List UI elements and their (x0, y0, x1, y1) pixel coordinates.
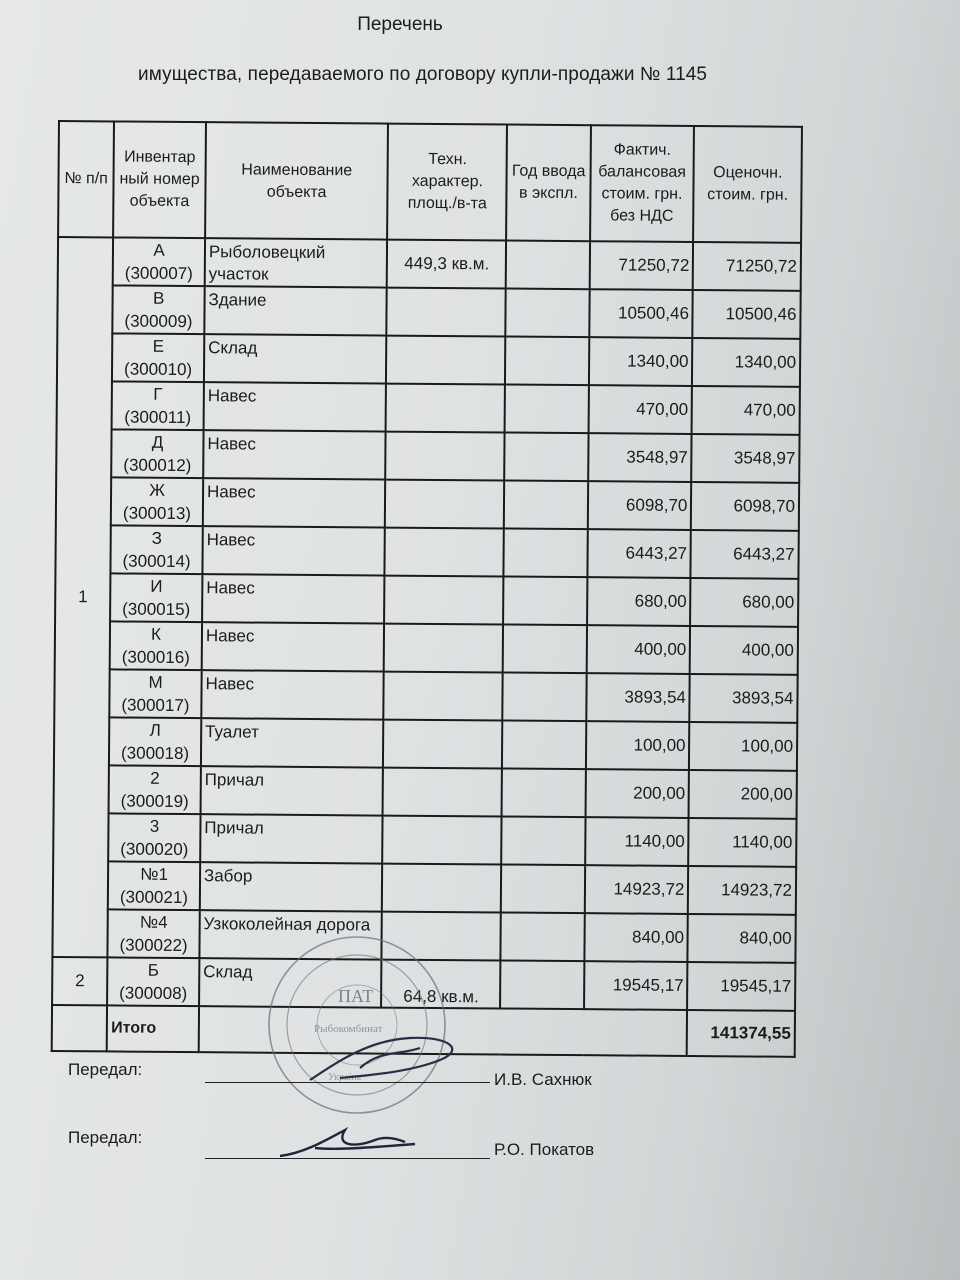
estimated-value-cell: 100,00 (689, 722, 797, 771)
inventory-letter: Г (153, 384, 163, 404)
area-cell (385, 480, 504, 529)
signature-name-2: Р.О. Покатов (494, 1140, 595, 1159)
inventory-number-cell (107, 957, 199, 1006)
group-number-cell: 1 (52, 237, 113, 957)
inventory-code: (300012) (123, 455, 192, 476)
balance-value-cell: 19545,17 (584, 961, 688, 1010)
inventory-code: (300017) (121, 695, 190, 716)
inventory-number-cell (112, 381, 204, 430)
header-estimated-value: Оценочн. стоим. грн. (693, 126, 801, 243)
inventory-letter: А (153, 240, 165, 260)
table-row (56, 429, 799, 483)
inventory-number-cell (110, 573, 202, 622)
total-empty-cell (52, 1005, 108, 1051)
estimated-value-cell: 3893,54 (690, 674, 798, 723)
object-name-cell: Навес (203, 478, 386, 527)
inventory-number-cell (109, 717, 201, 766)
inventory-letter: №1 (140, 864, 169, 884)
inventory-code: (300020) (120, 839, 189, 860)
area-cell: 449,3 кв.м. (387, 240, 506, 289)
inventory-number-cell (108, 813, 200, 862)
area-cell (386, 336, 505, 385)
year-cell (506, 241, 590, 290)
balance-value-cell: 400,00 (586, 625, 690, 674)
inventory-code: (300013) (122, 503, 192, 524)
area-cell: 64,8 кв.м. (381, 960, 500, 1009)
inventory-number-cell (108, 909, 200, 958)
inventory-number-cell (113, 285, 205, 334)
table-row (57, 333, 800, 387)
inventory-code: (300018) (120, 743, 190, 764)
object-name-cell: Склад (204, 334, 387, 383)
year-cell (506, 289, 590, 338)
table-row (54, 717, 797, 771)
signature-label-2: Передал: (68, 1128, 143, 1147)
table-row (55, 525, 798, 579)
inventory-letter: К (150, 624, 162, 644)
object-name-cell: Причал (200, 814, 383, 863)
balance-value-cell: 100,00 (586, 721, 690, 770)
year-cell (505, 385, 589, 434)
area-cell (383, 768, 502, 817)
table-row (53, 813, 796, 867)
estimated-value-cell: 400,00 (690, 626, 798, 675)
object-name-cell: Забор (200, 862, 383, 911)
year-cell (502, 817, 586, 866)
table-row (55, 573, 798, 627)
balance-value-cell: 200,00 (585, 769, 689, 818)
year-cell (504, 481, 588, 530)
estimated-value-cell: 6443,27 (691, 530, 799, 579)
inventory-code: (300008) (119, 983, 188, 1004)
balance-value-cell: 6443,27 (587, 529, 691, 578)
year-cell (504, 529, 588, 578)
inventory-code: (300021) (119, 887, 189, 908)
header-year: Год ввода в экспл. (506, 125, 590, 242)
svg-text:ПАТ: ПАТ (338, 986, 374, 1006)
object-name-cell: Навес (202, 526, 385, 575)
inventory-code: (300010) (124, 359, 193, 380)
estimated-value-cell: 10500,46 (693, 290, 801, 339)
area-cell (382, 864, 501, 913)
balance-value-cell: 1340,00 (589, 337, 693, 386)
table-row (58, 237, 801, 291)
area-cell (385, 528, 504, 577)
year-cell (503, 577, 587, 626)
balance-value-cell: 14923,72 (584, 865, 688, 914)
inventory-letter: 2 (150, 768, 160, 788)
year-cell (503, 673, 587, 722)
area-cell (387, 288, 506, 337)
header-no: № п/п (58, 121, 114, 237)
year-cell (500, 961, 584, 1010)
year-cell (502, 721, 586, 770)
year-cell (501, 913, 585, 962)
table-row (53, 861, 796, 915)
svg-text:Україна: Україна (328, 1072, 362, 1083)
header-inventory-number: Инвентар ный номер объекта (113, 121, 206, 238)
inventory-letter: В (152, 288, 165, 308)
table-header-row (58, 121, 802, 243)
table-row (57, 285, 800, 339)
estimated-value-cell: 3548,97 (692, 434, 800, 483)
estimated-value-cell: 470,00 (692, 386, 800, 435)
inventory-code: (300007) (124, 263, 193, 284)
table-row (54, 669, 797, 723)
object-name-cell: Склад (199, 958, 382, 1007)
header-object-name: Наименование объекта (205, 122, 388, 239)
balance-value-cell: 10500,46 (589, 289, 693, 338)
object-name-cell: Туалет (201, 718, 384, 767)
header-balance-value: Фактич. балансовая стоим. грн. без НДС (590, 125, 695, 242)
table-row (57, 381, 800, 435)
handwritten-signature-2-icon (275, 1118, 425, 1168)
object-name-cell: Навес (201, 670, 384, 719)
inventory-number-cell (111, 525, 203, 574)
balance-value-cell: 71250,72 (589, 241, 693, 290)
table-row (54, 765, 797, 819)
object-name-cell: Навес (203, 382, 386, 431)
estimated-value-cell: 840,00 (688, 914, 796, 963)
signature-name-1: И.В. Сахнюк (494, 1070, 592, 1089)
area-cell (383, 816, 502, 865)
estimated-value-cell: 1340,00 (692, 338, 800, 387)
estimated-value-cell: 200,00 (689, 770, 797, 819)
object-name-cell: Здание (204, 286, 387, 335)
inventory-number-cell (109, 765, 201, 814)
inventory-letter: Ж (149, 480, 166, 500)
area-cell (384, 576, 503, 625)
object-name-cell: Навес (202, 622, 385, 671)
estimated-value-cell: 6098,70 (691, 482, 799, 531)
area-cell (384, 672, 503, 721)
inventory-number-cell (111, 429, 203, 478)
inventory-number-cell (112, 333, 204, 382)
inventory-letter: Е (152, 336, 165, 356)
balance-value-cell: 3893,54 (586, 673, 690, 722)
inventory-letter: И (150, 576, 163, 596)
year-cell (501, 865, 585, 914)
inventory-letter: З (151, 528, 162, 548)
group-number-cell: 2 (52, 957, 108, 1005)
table-row (55, 621, 798, 675)
svg-text:Рыбокомбинат: Рыбокомбинат (314, 1023, 383, 1035)
area-cell (384, 624, 503, 673)
object-name-cell: Рыболовецкий участок (205, 238, 388, 287)
header-area: Техн. характер. площ./в-та (387, 124, 507, 241)
balance-value-cell: 840,00 (584, 913, 688, 962)
object-name-cell: Узкоколейная дорога (199, 910, 382, 959)
document-title: Перечень (357, 14, 443, 35)
inventory-code: (300016) (121, 647, 190, 668)
table-row (56, 477, 799, 531)
inventory-letter: М (148, 672, 163, 692)
total-label: Итого (107, 1005, 199, 1052)
inventory-code: (300011) (124, 407, 192, 428)
object-name-cell: Навес (202, 574, 385, 623)
estimated-value-cell: 19545,17 (687, 962, 795, 1011)
balance-value-cell: 470,00 (588, 385, 692, 434)
inventory-letter: Л (149, 720, 161, 740)
object-name-cell: Навес (203, 430, 386, 479)
estimated-value-cell: 14923,72 (688, 866, 796, 915)
signature-label-1: Передал: (68, 1060, 143, 1079)
inventory-code: (300009) (124, 311, 193, 332)
inventory-number-cell (108, 861, 200, 910)
inventory-code: (300015) (122, 599, 191, 620)
estimated-value-cell: 680,00 (690, 578, 798, 627)
total-value: 141374,55 (687, 1010, 795, 1057)
handwritten-signature-1-icon (300, 1020, 470, 1100)
inventory-letter: Б (147, 960, 160, 980)
inventory-number-cell (111, 477, 203, 526)
year-cell (503, 625, 587, 674)
area-cell (386, 384, 505, 433)
balance-value-cell: 1140,00 (585, 817, 689, 866)
year-cell (505, 337, 589, 386)
inventory-code: (300022) (119, 935, 188, 956)
inventory-number-cell (113, 237, 205, 286)
inventory-code: (300019) (120, 791, 189, 812)
estimated-value-cell: 71250,72 (693, 242, 801, 291)
balance-value-cell: 680,00 (587, 577, 691, 626)
year-cell (502, 769, 586, 818)
inventory-letter: Д (151, 432, 164, 452)
year-cell (505, 433, 589, 482)
inventory-code: (300014) (122, 551, 191, 572)
inventory-number-cell (110, 669, 202, 718)
estimated-value-cell: 1140,00 (689, 818, 797, 867)
area-cell (383, 720, 502, 769)
object-name-cell: Причал (200, 766, 383, 815)
inventory-letter: 3 (149, 816, 160, 836)
balance-value-cell: 6098,70 (587, 481, 691, 530)
area-cell (386, 432, 505, 481)
inventory-number-cell (110, 621, 202, 670)
inventory-letter: №4 (139, 912, 168, 932)
document-subtitle: имущества, передаваемого по договору купли-продажи № 1145 (138, 64, 708, 85)
balance-value-cell: 3548,97 (588, 433, 692, 482)
property-table (51, 120, 803, 1058)
